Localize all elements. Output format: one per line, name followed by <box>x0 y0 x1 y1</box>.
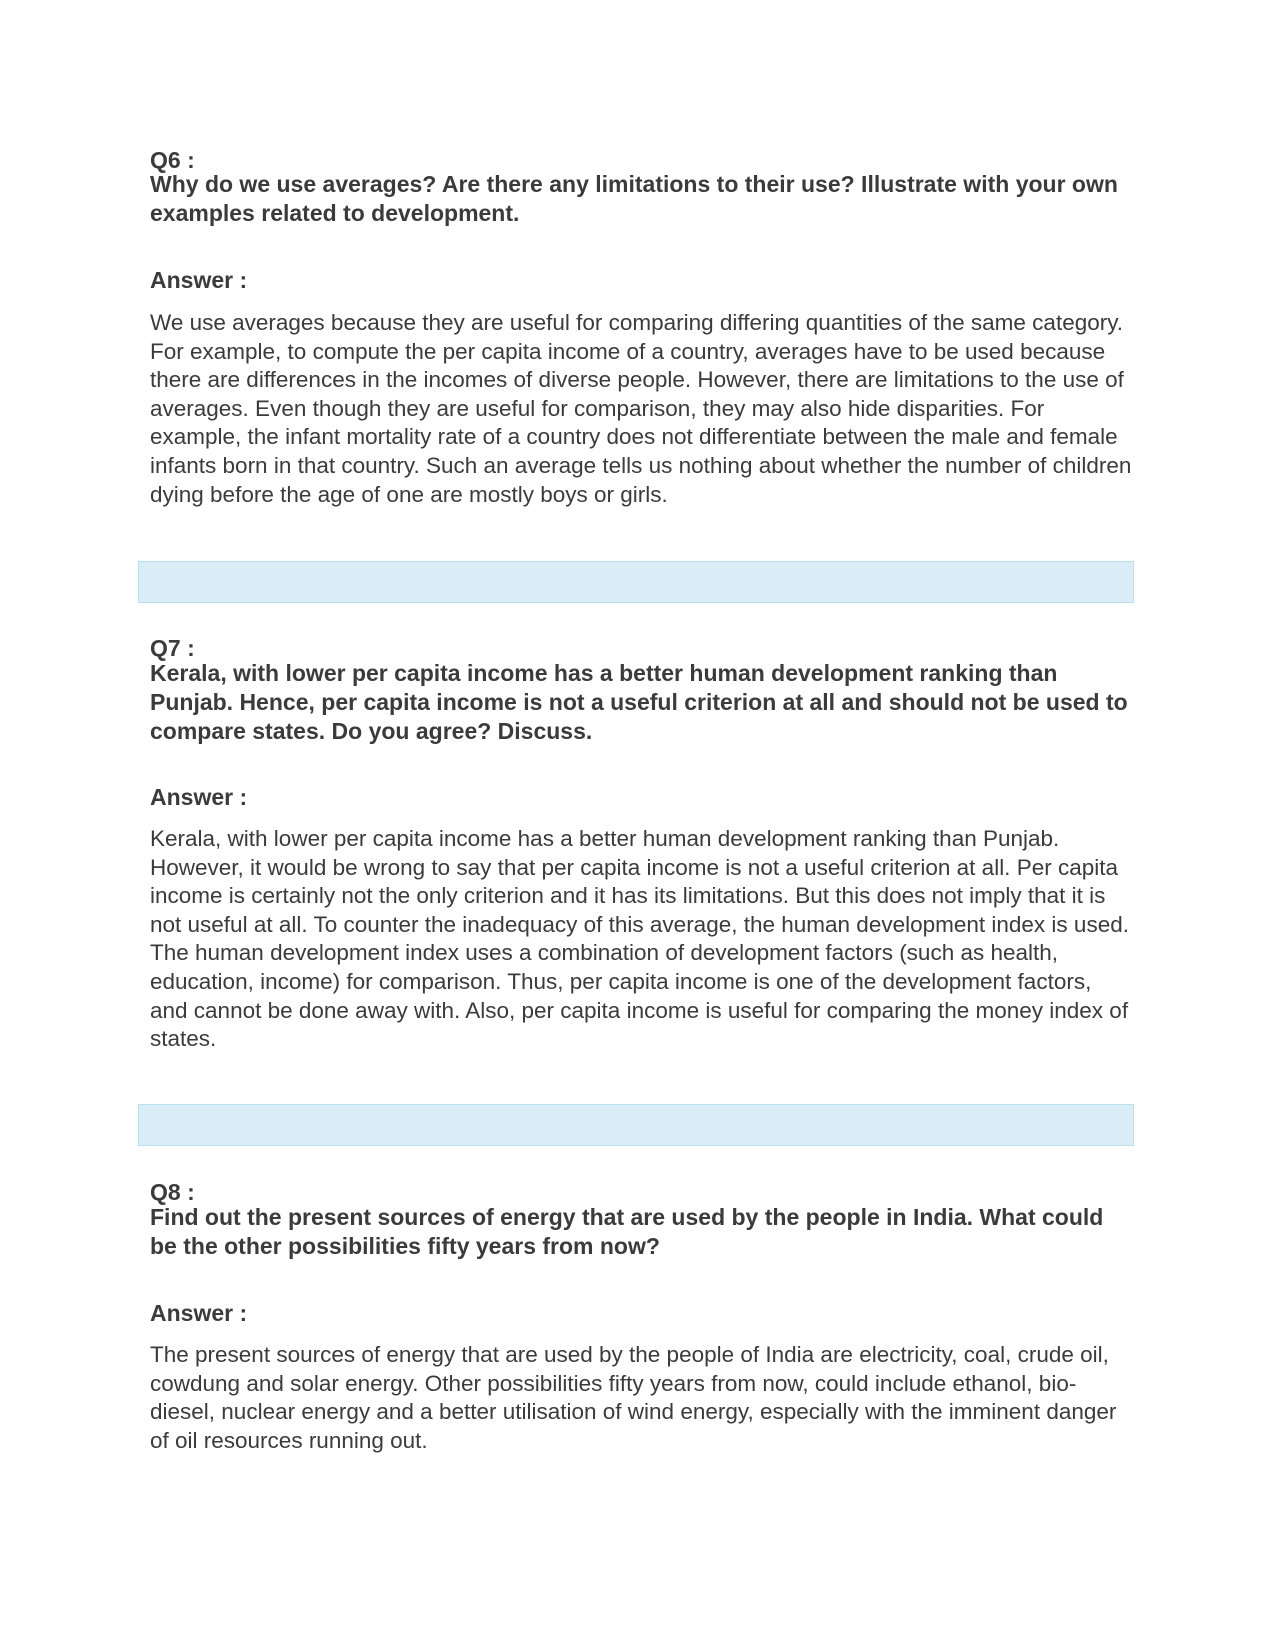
section-divider-1 <box>138 561 1134 603</box>
answer-6-label: Answer : <box>150 267 248 293</box>
section-divider-2 <box>138 1104 1134 1146</box>
answer-8-text: The present sources of energy that are used by the people of India are electricity, coal, crude oil, cowdung and solar energy. Other possibilities fifty years from now, could include ethanol, bio-diesel, nuclear energy and a better utilisation of wind energy, especially with the imminent danger of oil resources running out. <box>150 1342 1117 1453</box>
question-6-text: Why do we use averages? Are there any limitations to their use? Illustrate with your own examples related to development. <box>150 171 1118 226</box>
answer-8-label: Answer : <box>150 1300 248 1326</box>
question-8-text: Find out the present sources of energy that are used by the people in India. What could be the other possibilities fifty years from now? <box>150 1204 1104 1259</box>
question-7-label: Q7 : <box>150 635 195 661</box>
question-8-label: Q8 : <box>150 1179 195 1205</box>
question-7-text: Kerala, with lower per capita income has a better human development ranking than Punjab. Hence, per capita income is not a useful criterion at all and should not be used to compare states. Do you agree? Discuss. <box>150 660 1128 744</box>
answer-6-text: We use averages because they are useful for comparing differing quantities of the same category. For example, to compute the per capita income of a country, averages have to be used because there are differences in the incomes of diverse people. However, there are limitations to the use of averages. Even though they are useful for comparison, they may also hide disparities. For example, the infant mortality rate of a country does not differentiate between the male and female infants born in that country. Such an average tells us nothing about whether the number of children dying before the age of one are mostly boys or girls. <box>150 310 1132 507</box>
answer-7-text: Kerala, with lower per capita income has a better human development ranking than Punjab. However, it would be wrong to say that per capita income is not a useful criterion at all. Per capita income is certainly not the only criterion and it has its limitations. But this does not imply that it is not useful at all. To counter the inadequacy of this average, the human development index is used. The human development index uses a combination of development factors (such as health, education, income) for comparison. Thus, per capita income is one of the development factors, and cannot be done away with. Also, per capita income is useful for comparing the money index of states. <box>150 826 1129 1052</box>
question-6-label: Q6 : <box>150 147 195 173</box>
answer-7-label: Answer : <box>150 784 248 810</box>
